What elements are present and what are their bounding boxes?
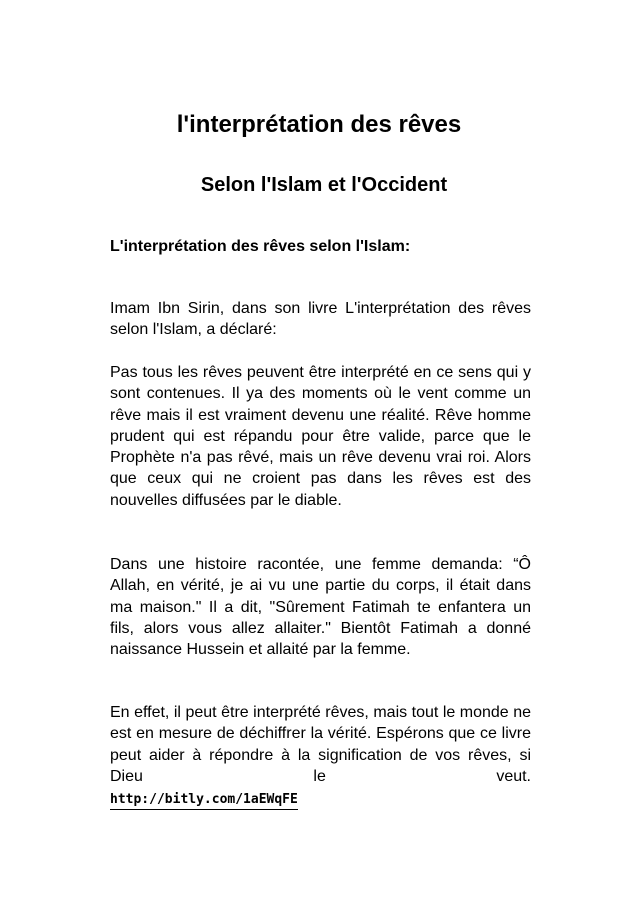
paragraph-conclusion: En effet, il peut être interprété rêves, mais tout le monde ne est en mesure de déchiffrer la vérité. Espérons que ce livre peut aider à répondre à la signification de vos rêves, si Dieu le veut. [110,704,531,785]
paragraph-intro: Imam Ibn Sirin, dans son livre L'interprétation des rêves selon l'Islam, a déclaré: [110,300,531,339]
paragraph-dreams: Pas tous les rêves peuvent être interprété en ce sens qui y sont contenues. Il ya des moments où le vent comme un rêve mais il est vraiment devenu une réalité. Rêve homme prudent qui est répandu pour être valide, parce que le Prophète n'a pas rêvé, mais un rêve devenu vrai roi. Alors que ceux qui ne croient pas dans les rêves est des nouvelles diffusées par le diable. [110,364,531,509]
section-heading: L'interprétation des rêves selon l'Islam: [110,238,411,255]
source-link[interactable]: http://bitly.com/1aEWqFE [110,791,298,810]
document-subtitle: Selon l'Islam et l'Occident [200,174,448,196]
paragraph-story: Dans une histoire racontée, une femme demanda: “Ô Allah, en vérité, je ai vu une partie du corps, il était dans ma maison." Il a dit, "Sûrement Fatimah te enfantera un fils, alors vous allez allaiter." Bientôt Fatimah a donné naissance Hussein et allaité par la femme. [110,556,531,659]
document-title: l'interprétation des rêves [176,111,462,138]
